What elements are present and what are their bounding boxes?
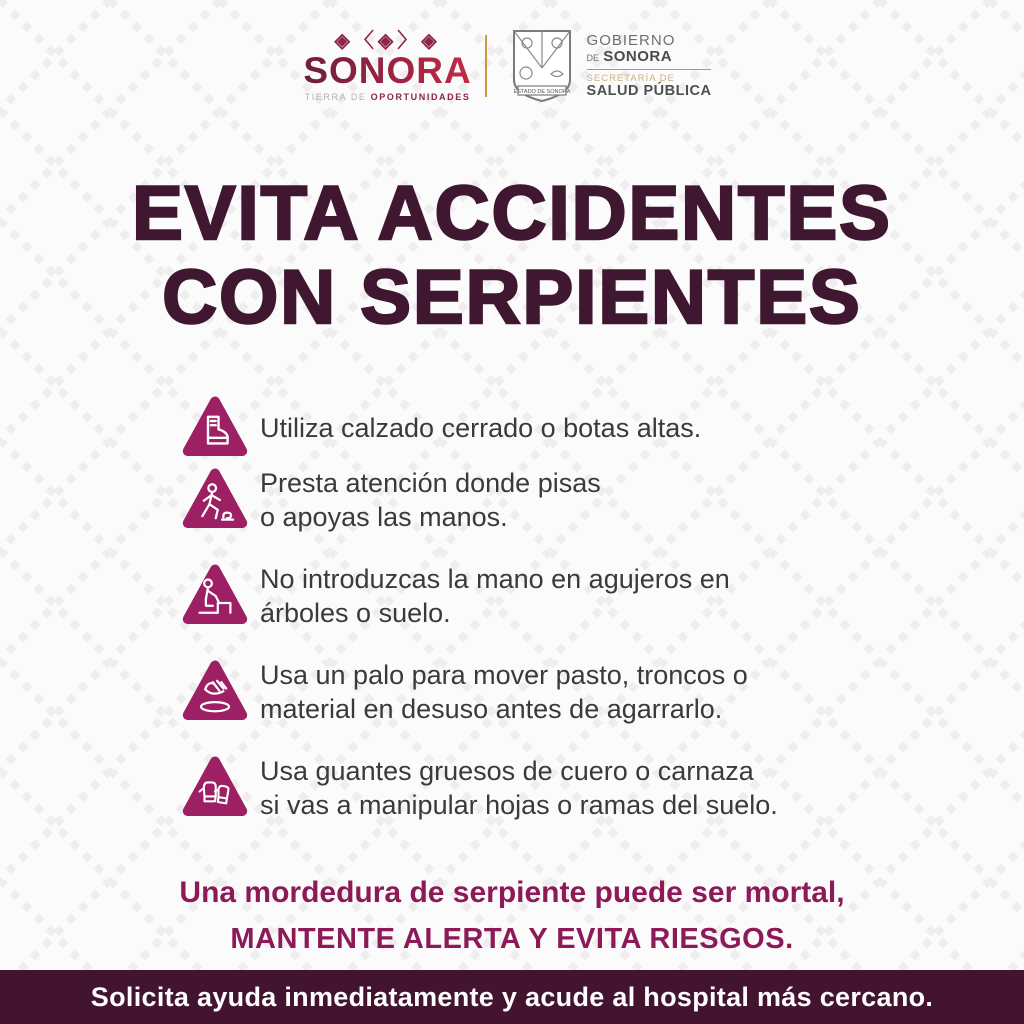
poster-title <box>0 172 1024 340</box>
government-logo <box>509 28 712 104</box>
tip-line: árboles o suelo. <box>260 598 451 628</box>
tip-row-no-hands-in-holes <box>180 560 860 632</box>
de-label: DE <box>586 52 600 63</box>
hand-in-hole-warning-icon <box>180 561 250 631</box>
tip-line: No introduzcas la mano en agujeros en <box>260 564 730 594</box>
secretaria-label: SECRETARÍA DE <box>586 72 675 84</box>
footer-text: Solicita ayuda inmediatamente y acude al hospital más cercano. <box>90 981 934 1012</box>
tip-line: Usa guantes gruesos de cuero o carnaza <box>260 756 754 786</box>
sonora-label: SONORA <box>603 47 673 65</box>
title-line-2: CON SERPIENTES <box>162 255 862 340</box>
sonora-wordmark: SONORA <box>303 50 472 91</box>
sonora-tagline <box>305 92 471 102</box>
tagline-light: TIERRA DE <box>304 92 367 102</box>
tip-row-watch-step <box>180 464 860 536</box>
shield-caption: ESTADO DE SONORA <box>513 89 570 95</box>
gobierno-label: GOBIERNO <box>586 32 676 50</box>
boot-warning-icon <box>180 393 250 463</box>
logo-rule <box>587 69 712 70</box>
government-logo-text <box>587 33 712 99</box>
tip-line: Utiliza calzado cerrado o botas altas. <box>260 413 702 443</box>
tip-row-use-stick <box>180 656 860 728</box>
tip-line: material en desuso antes de agarrarlo. <box>260 694 723 724</box>
sonora-state-logo <box>303 30 472 102</box>
sonora-coat-of-arms-icon <box>509 28 575 104</box>
tip-row-gloves <box>180 752 860 824</box>
warning-line-2: MANTENTE ALERTA Y EVITA RIESGOS. <box>230 923 794 955</box>
tip-line: si vas a manipular hojas o ramas del suelo. <box>260 790 778 820</box>
salud-publica-label: SALUD PÚBLICA <box>586 82 712 99</box>
tip-line: Presta atención donde pisas <box>260 468 601 498</box>
tip-text <box>260 411 701 445</box>
footer-banner <box>0 970 1024 1024</box>
tip-line: o apoyas las manos. <box>260 502 508 532</box>
tip-row-footwear <box>180 392 860 464</box>
gold-divider <box>485 35 487 97</box>
tip-text <box>260 466 601 534</box>
tip-line: Usa un palo para mover pasto, troncos o <box>260 660 748 690</box>
gloves-warning-icon <box>180 753 250 823</box>
sonora-logo-glyphs-icon: ◈〈◈〉◈ <box>334 30 441 52</box>
safety-tips-list <box>180 392 860 848</box>
header <box>0 28 1024 104</box>
de-sonora-label <box>587 49 712 65</box>
warning-line-1: Una mordedura de serpiente puede ser mortal, <box>179 876 845 909</box>
title-line-1: EVITA ACCIDENTES <box>132 171 892 256</box>
hand-reaching-ground-warning-icon <box>180 657 250 727</box>
tip-text <box>260 754 778 822</box>
tip-text <box>260 562 730 630</box>
tagline-bold: OPORTUNIDADES <box>370 92 471 102</box>
mortal-warning <box>0 876 1024 956</box>
watch-your-step-warning-icon <box>180 465 250 535</box>
tip-text <box>260 658 748 726</box>
